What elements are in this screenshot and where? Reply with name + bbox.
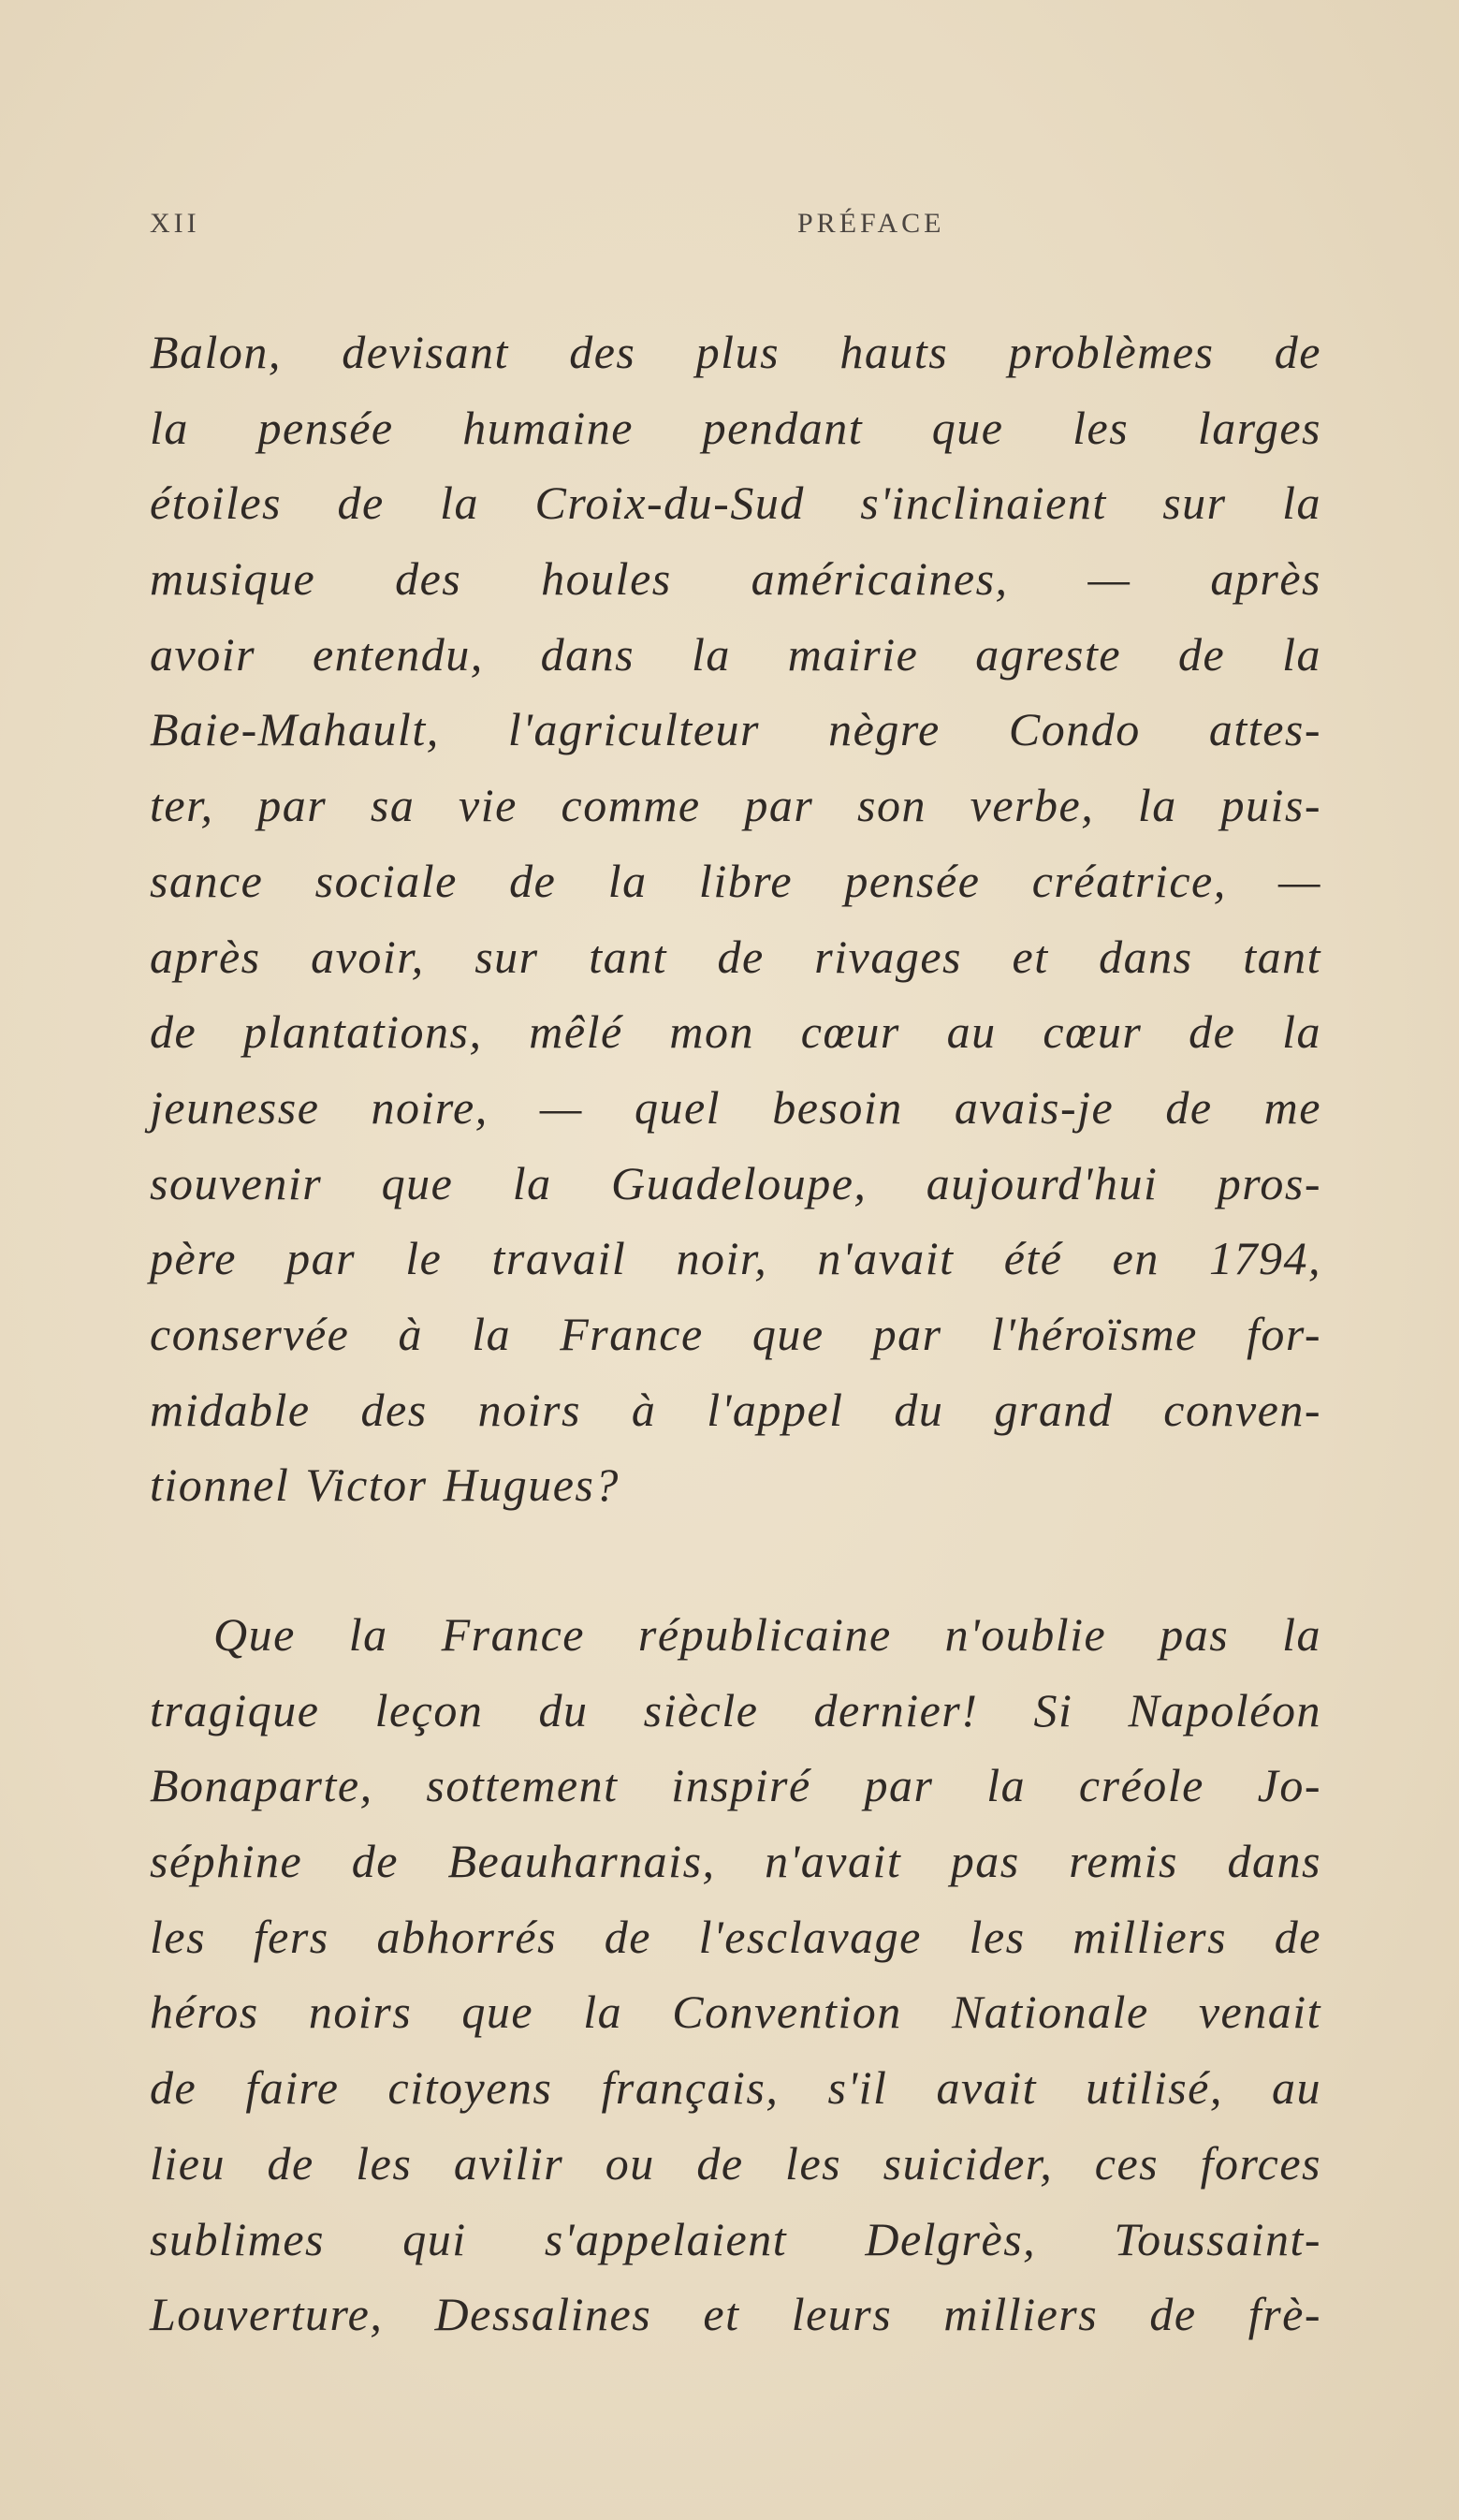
text-line: de plantations, mêlé mon cœur au cœur de la (150, 1005, 1321, 1059)
text-line: la pensée humaine pendant que les larges (150, 401, 1321, 454)
text-line: midable des noirs à l'appel du grand conven- (150, 1383, 1321, 1436)
paragraph-2 (150, 1597, 1321, 2352)
text-line: après avoir, sur tant de rivages et dans tant (150, 930, 1321, 983)
running-title: PRÉFACE (797, 208, 945, 239)
text-line: tragique leçon du siècle dernier! Si Napoléon (150, 1683, 1321, 1736)
running-head (150, 208, 1329, 253)
text-line: Bonaparte, sottement inspiré par la créole Jo- (150, 1759, 1321, 1812)
text-line: Baie-Mahault, l'agriculteur nègre Condo attes- (150, 703, 1321, 756)
text-line: héros noirs que la Convention Nationale venait (150, 1985, 1321, 2039)
paragraph-1 (150, 315, 1321, 1523)
text-line: séphine de Beauharnais, n'avait pas remis dans (150, 1835, 1321, 1888)
text-line: lieu de les avilir ou de les suicider, ces forces (150, 2136, 1321, 2190)
text-line: conservée à la France que par l'héroïsme for- (150, 1307, 1321, 1360)
text-line: les fers abhorrés de l'esclavage les milliers de (150, 1910, 1321, 1963)
text-line: souvenir que la Guadeloupe, aujourd'hui pros- (150, 1156, 1321, 1209)
text-line: sublimes qui s'appelaient Delgrès, Toussaint- (150, 2212, 1321, 2265)
text-line: ter, par sa vie comme par son verbe, la puis- (150, 779, 1321, 832)
page-number: XII (150, 208, 200, 239)
text-line: Louverture, Dessalines et leurs milliers de frè- (150, 2288, 1321, 2341)
text-line: père par le travail noir, n'avait été en 1794, (150, 1232, 1321, 1285)
text-line: de faire citoyens français, s'il avait utilisé, au (150, 2061, 1321, 2115)
text-line: avoir entendu, dans la mairie agreste de la (150, 627, 1321, 681)
text-line: étoiles de la Croix-du-Sud s'inclinaient sur la (150, 476, 1321, 530)
text-line: Que la France républicaine n'oublie pas la (213, 1608, 1321, 1661)
text-line: musique des houles américaines, — après (150, 552, 1321, 606)
text-line: Balon, devisant des plus hauts problèmes de (150, 326, 1321, 378)
text-line: tionnel Victor Hugues? (150, 1458, 620, 1512)
text-line: jeunesse noire, — quel besoin avais-je de me (150, 1080, 1321, 1134)
text-line: sance sociale de la libre pensée créatrice, — (150, 854, 1321, 907)
